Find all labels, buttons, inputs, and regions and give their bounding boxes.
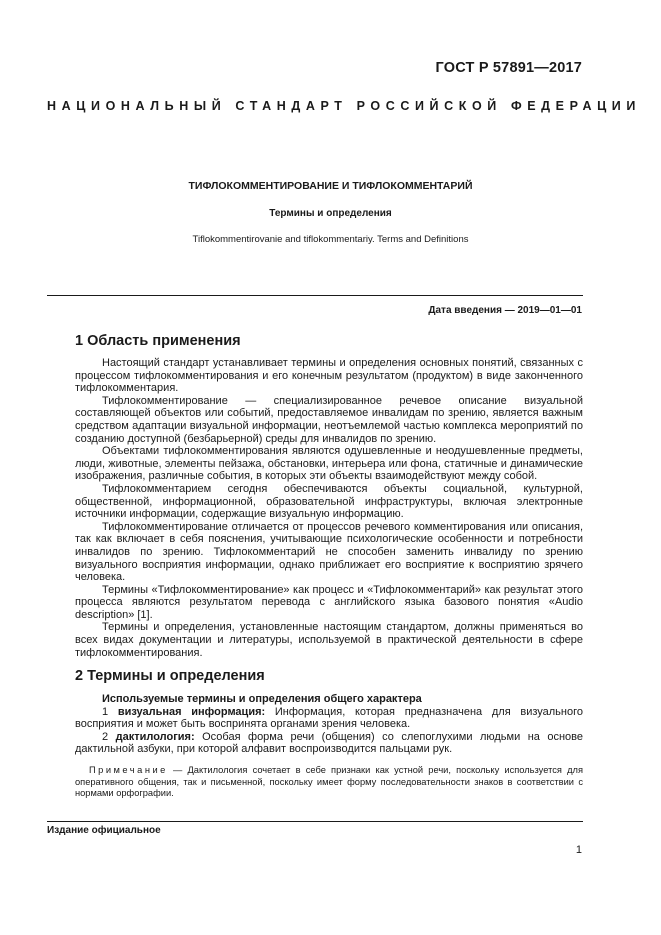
section1-paragraph: Термины и определения, установленные настоящим стандартом, должны применяться во всех видах документации и литературы, используемой в практической деятельности в сфере тифлокомментирования. [75, 621, 583, 659]
term-entry-2 [75, 731, 583, 756]
term-name: дактилология: [115, 730, 195, 743]
section1-paragraph: Тифлокомментирование отличается от процессов речевого комментирования или описания, так как включает в себя пояснения, учитывающие психологические особенности и потребности инвалидов по зрению. Тифлокомментарий не способен заменить инвалиду по зрению визуального восприятия информации, однако приближает его восприятие к восприятию зрячего человека. [75, 520, 583, 584]
bottom-divider [47, 821, 583, 822]
term-name: визуальная информация: [117, 705, 266, 718]
note-text: — Дактилология сочетает в себе признаки как устной речи, поскольку используется для оперативного общения, так и письменной, поскольку имеет форму последовательности знаков в соответствии с нормами орфографии. [75, 765, 583, 798]
note-label: Примечание [89, 765, 168, 775]
english-title: Tiflokommentirovanie and tiflokommentariy. Terms and Definitions [192, 234, 469, 245]
section1-body [75, 357, 583, 659]
section1-paragraph: Объектами тифлокомментирования являются одушевленные и неодушевленные предметы, люди, животные, элементы пейзажа, обстановки, интерьера или фона, статичные и динамические изображения, различные события, в которых эти объекты взаимодействуют между собой. [75, 445, 583, 483]
section2-body [75, 693, 583, 756]
national-standard-banner: НАЦИОНАЛЬНЫЙ СТАНДАРТ РОССИЙСКОЙ ФЕДЕРАЦИИ [47, 99, 641, 113]
section1-paragraph: Тифлокомментирование — специализированное речевое описание визуальной составляющей объектов или событий, предоставляемое инвалидам по зрению, является важным средством адаптации визуальной информации, неотъемлемой частью комплекса мероприятий по созданию доступной (безбарьерной) среды для инвалидов по зрению. [75, 394, 583, 445]
introduction-date: Дата введения — 2019—01—01 [428, 305, 582, 316]
note-block [75, 765, 583, 800]
section1-paragraph: Тифлокомментарием сегодня обеспечиваются объекты социальной, культурной, общественной, информационной, образовательной инфраструктуры, включая электронные источники информации, содержащие визуальную информацию. [75, 482, 583, 521]
term-definition: Информация, которая предназначена для визуального восприятия и может быть воспринята органами зрения человека. [75, 705, 583, 731]
gost-number: ГОСТ Р 57891—2017 [435, 60, 582, 76]
official-edition-label: Издание официальное [47, 825, 161, 836]
top-divider [47, 295, 583, 296]
section2-subheading: Используемые термины и определения общего характера [102, 693, 422, 705]
term-entry-1 [75, 706, 583, 731]
document-title: ТИФЛОКОММЕНТИРОВАНИЕ И ТИФЛОКОММЕНТАРИЙ [188, 180, 473, 192]
term-number: 2 [102, 730, 109, 743]
page-number: 1 [575, 844, 582, 856]
section1-heading: 1 Область применения [75, 333, 241, 349]
section1-paragraph: Термины «Тифлокомментирование» как процесс и «Тифлокомментарий» как результат этого процесса являются результатом перевода с английского языка базового понятия «Audio description» [1]. [75, 583, 583, 621]
term-definition: Особая форма речи (общения) со слепоглухими людьми на основе дактильной азбуки, при которой алфавит воспроизводится пальцами рук. [75, 730, 584, 756]
section1-paragraph: Настоящий стандарт устанавливает термины и определения основных понятий, связанных с процессом тифлокомментирования и его конечным результатом (продуктом) в виде законченного тифлокомментария. [75, 357, 583, 395]
section2-heading: 2 Термины и определения [75, 668, 265, 684]
term-number: 1 [102, 705, 109, 718]
document-subtitle: Термины и определения [269, 208, 392, 219]
